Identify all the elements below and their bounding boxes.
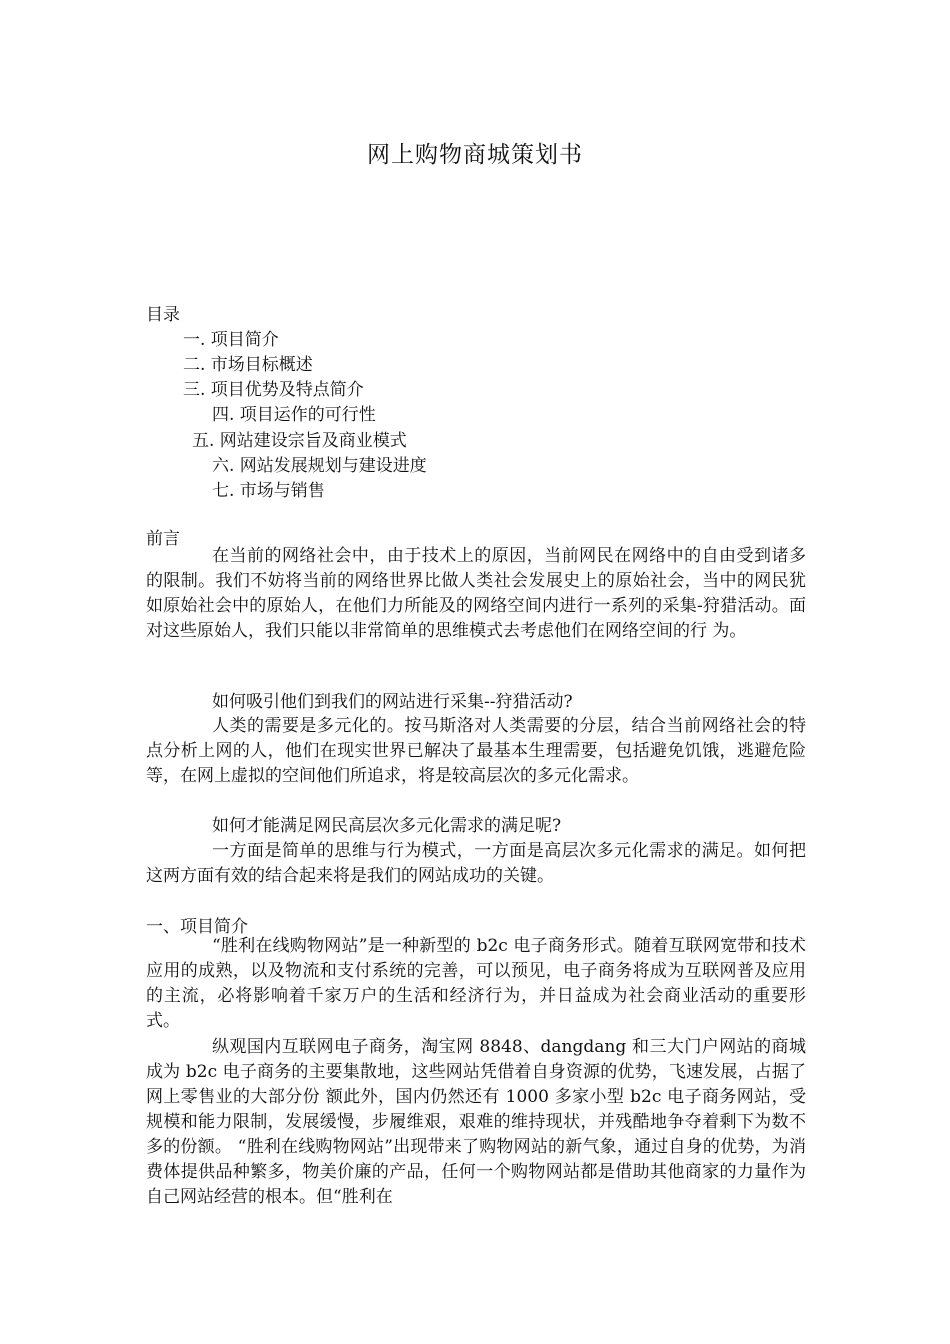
section-1-paragraph-1: “胜利在线购物网站”是一种新型的 b2c 电子商务形式。随着互联网宽带和技术应用的成熟，以及物流和支付系统的完善，可以预见，电子商务将成为互联网普及应用的主流，必将影响着千家万户的生活和经济行为，并日益成为社会商业活动的重要形式。	[146, 936, 806, 1031]
preface-question-2: 如何才能满足网民高层次多元化需求的满足呢?	[212, 816, 562, 836]
toc-item-6: 六. 网站发展规划与建设进度	[212, 456, 427, 476]
preface-paragraph-3: 一方面是简单的思维与行为模式，一方面是高层次多元化需求的满足。如何把这两方面有效的结合起来将是我们的网站成功的关键。	[146, 841, 806, 886]
toc-item-4: 四. 项目运作的可行性	[212, 405, 376, 425]
document-title: 网上购物商城策划书	[367, 142, 583, 168]
toc-item-2: 二. 市场目标概述	[183, 355, 313, 375]
preface-paragraph-1: 在当前的网络社会中，由于技术上的原因，当前网民在网络中的自由受到诸多的限制。我们不妨将当前的网络世界比做人类社会发展史上的原始社会，当中的网民犹 如原始社会中的原始人，在他们力所能及的网络空间内进行一系列的采集-狩猎活动。面对这些原始人，我们只能以非常简单的思维模式去考虑他们在网络空间的行 为。	[146, 546, 806, 641]
toc-item-3: 三. 项目优势及特点简介	[183, 380, 364, 400]
section-1-heading: 一、项目简介	[146, 917, 248, 937]
section-1-paragraph-2: 纵观国内互联网电子商务，淘宝网 8848、dangdang 和三大门户网站的商城成为 b2c 电子商务的主要集散地，这些网站凭借着自身资源的优势，飞速发展，占据了网上零售业的大部分份 额此外，国内仍然还有 1000 多家小型 b2c 电子商务网站，受规模和能力限制，发展缓慢，步履维艰，艰难的维持现状，并残酷地争夺着剩下为数不多的份额。 “胜利在线购物网站”出现带来了购物网站的新气象，通过自身的优势，为消费体提供品种繁多，物美价廉的产品，任何一个购物网站都是借助其他商家的力量作为 自己网站经营的根本。但“胜利在	[146, 1037, 806, 1207]
toc-heading: 目录	[146, 305, 180, 325]
preface-paragraph-2: 人类的需要是多元化的。按马斯洛对人类需要的分层，结合当前网络社会的特点分析上网的人，他们在现实世界已解决了最基本生理需要，包括避免饥饿，逃避危险等，在网上虚拟的空间他们所追求，将是较高层次的多元化需求。	[146, 716, 806, 786]
toc-item-7: 七. 市场与销售	[212, 481, 325, 501]
toc-item-1: 一. 项目简介	[183, 330, 279, 350]
preface-heading: 前言	[146, 529, 180, 549]
preface-question-1: 如何吸引他们到我们的网站进行采集--狩猎活动?	[212, 692, 573, 712]
toc-item-5: 五. 网站建设宗旨及商业模式	[192, 431, 407, 451]
